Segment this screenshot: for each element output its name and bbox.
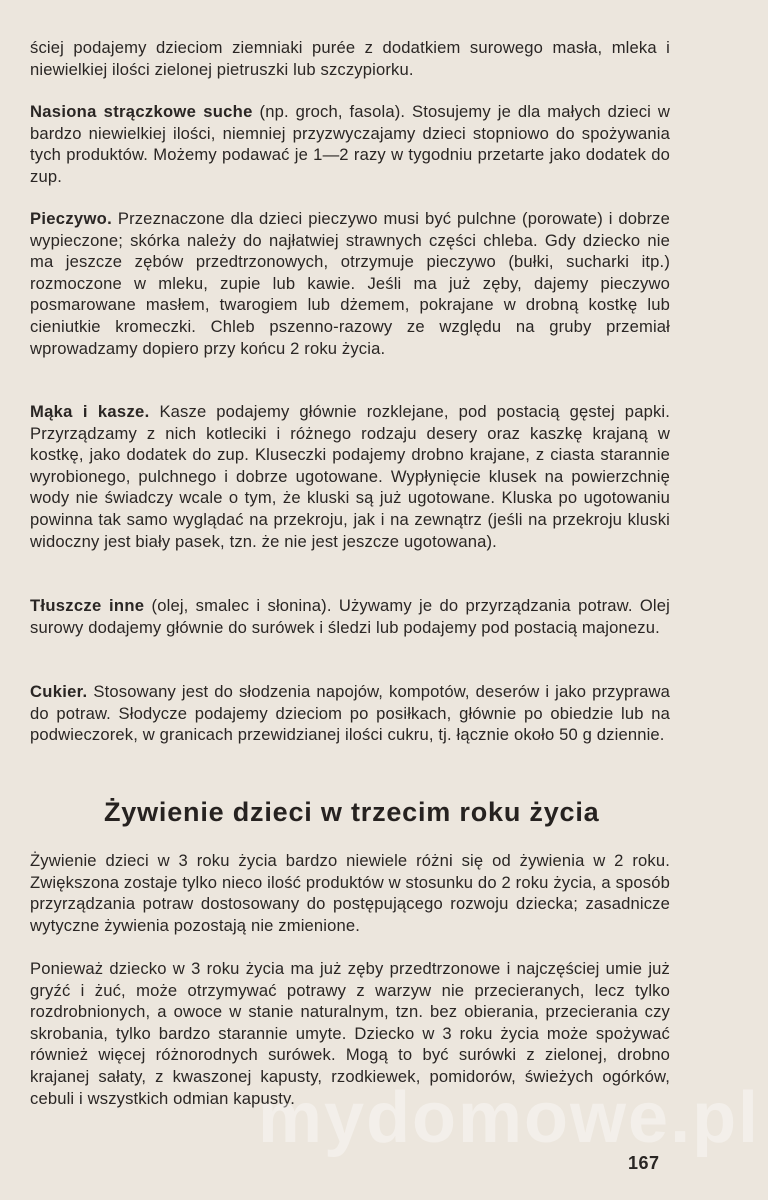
paragraph-section-intro: [30, 850, 670, 936]
page-number: 167: [628, 1153, 660, 1173]
bread-text: Przeznaczone dla dzieci pieczywo musi być pulchne (porowate) i dobrze wypieczone; skórka należy do najłatwiej strawnych części chleba. Gdy dziecko nie ma jeszcze zębów przedtrzonowych, otrzymuje pieczywo (bułki, sucharki itp.) rozmoczone w mleku, zupie lub kawie. Jeśli ma już zęby, dajemy pieczywo posmarowane masłem, twarogiem lub dżemem, pokrajane w drobną kostkę lub cieniutkie kromeczki. Chleb pszenno-razowy ze względu na gruby przemiał wprowadzamy dopiero przy końcu 2 roku życia.: [30, 209, 670, 358]
paragraph-flour: [30, 401, 670, 552]
section-intro-text: Żywienie dzieci w 3 roku życia bardzo niewiele różni się od żywienia w 2 roku. Zwiększona zostaje tylko nieco ilość produktów w stosunku do 2 roku życia, a sposób przyrządzania potraw dostosowany do postępującego rozwoju dziecka; zasadnicze wytyczne żywienia pozostają nie zmienione.: [30, 851, 670, 935]
paragraph-bread: [30, 208, 670, 359]
fats-term: Tłuszcze inne: [30, 596, 145, 615]
legumes-text: (np. groch, fasola). Stosujemy je dla małych dzieci w bardzo niewielkiej ilości, niemniej przyzwyczajamy dzieci stopniowo do spożywania tych produktów. Możemy podawać je 1—2 razy w tygodniu przetarte jako dodatek do zup.: [30, 102, 670, 186]
section-heading: Żywienie dzieci w trzecim roku życia: [104, 797, 600, 827]
bread-term: Pieczywo.: [30, 209, 113, 228]
legumes-term: Nasiona strączkowe suche: [30, 102, 253, 121]
watermark: mydomowe.pl: [258, 1078, 761, 1158]
paragraph-legumes: [30, 101, 670, 187]
sugar-term: Cukier.: [30, 682, 88, 701]
paragraph-sugar: [30, 681, 670, 746]
flour-text: Kasze podajemy głównie rozklejane, pod postacią gęstej papki. Przyrządzamy z nich kotleciki i różnego rodzaju desery oraz kaszkę krajaną w kostkę, jako dodatek do zup. Kluseczki podajemy drobno krajane, z ciasta starannie wyrobionego, pulchnego i dobrze ugotowane. Wypłynięcie klusek na powierzchnię wody nie świadczy wcale o tym, że kluski są już ugotowane. Kluska po ugotowaniu powinna tak samo wyglądać na przekroju, jak i na zewnątrz (jeśli na przekroju kluski widoczny jest biały pasek, tzn. że nie jest jeszcze ugotowana).: [30, 402, 670, 551]
paragraph-fats: [30, 595, 670, 638]
teeth-text: Ponieważ dziecko w 3 roku życia ma już zęby przedtrzonowe i najczęściej umie już gryźć i żuć, może otrzymywać potrawy z warzyw nie przecieranych, lecz tylko rozdrobnionych, a owoce w stanie naturalnym, tzn. bez obierania, przecierania czy skrobania, tylko bardzo starannie umyte. Dziecko w 3 roku życia może spożywać również więcej różnorodnych surówek. Mogą to być surówki z zielonej, drobno krajanej sałaty, z kwaszonej kapusty, rzodkiewek, pomidorów, świeżych ogórków, cebuli i wszystkich odmian kapusty.: [30, 959, 670, 1108]
fats-text: (olej, smalec i słonina). Używamy je do przyrządzania potraw. Olej surowy dodajemy głównie do surówek i śledzi lub podajemy pod postacią majonezu.: [30, 596, 670, 637]
paragraph-intro: [30, 37, 670, 80]
sugar-text: Stosowany jest do słodzenia napojów, kompotów, deserów i jako przyprawa do potraw. Słodycze podajemy dzieciom po posiłkach, głównie po obiedzie lub na podwieczorek, w granicach przewidzianej ilości cukru, tj. łącznie około 50 g dziennie.: [30, 682, 670, 745]
flour-term: Mąka i kasze.: [30, 402, 150, 421]
intro-text: ściej podajemy dzieciom ziemniaki purée z dodatkiem surowego masła, mleka i niewielkiej ilości zielonej pietruszki lub szczypiorku.: [30, 38, 670, 79]
